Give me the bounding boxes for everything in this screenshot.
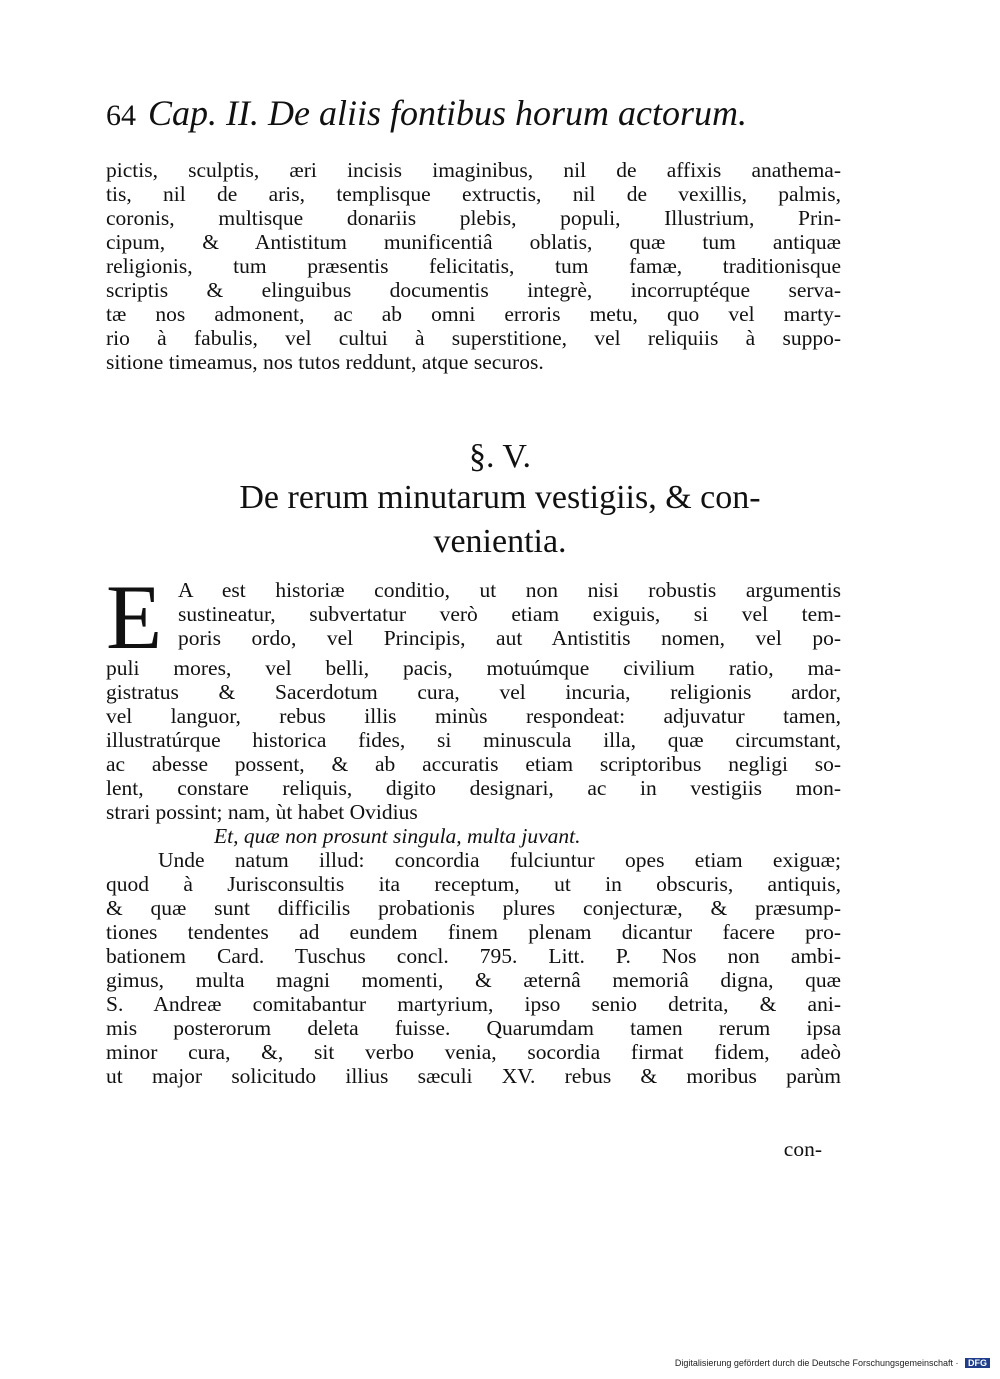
running-title: Cap. II. De aliis fontibus horum actorum. <box>148 93 747 133</box>
section-number: §. V. <box>468 438 532 475</box>
body-paragraph-1 <box>106 656 841 1088</box>
text-line: gistratus & Sacerdotum cura, vel incuria, religionis ardor, <box>106 680 841 704</box>
text-line: sitione timeamus, nos tutos reddunt, atque securos. <box>106 350 544 374</box>
text-line: minor cura, &, sit verbo venia, socordia firmat fidem, adeò <box>106 1040 841 1064</box>
drop-cap: E <box>106 566 163 668</box>
top-paragraph <box>106 158 841 374</box>
text-line: Unde natum illud: concordia fulciuntur opes etiam exiguæ; <box>158 848 841 872</box>
text-line: pictis, sculptis, æri incisis imaginibus, nil de affixis anathema- <box>106 158 841 182</box>
text-line: A est historiæ conditio, ut non nisi robustis argumentis <box>178 578 841 602</box>
text-line: illustratúrque historica fides, si minuscula illa, quæ circumstant, <box>106 728 841 752</box>
text-line: religionis, tum præsentis felicitatis, tum famæ, traditionisque <box>106 254 841 278</box>
text-line: ac abesse possent, & ab accuratis etiam scriptoribus negligi so- <box>106 752 841 776</box>
running-header <box>106 92 806 142</box>
dropcap-lines <box>178 578 841 650</box>
digitization-credit: Digitalisierung gefördert durch die Deutsche Forschungsgemeinschaft · DFG <box>620 1358 990 1374</box>
text-line: sustineatur, subvertatur verò etiam exiguis, si vel tem- <box>178 602 841 626</box>
text-line: lent, constare reliquis, digito designari, ac in vestigiis mon- <box>106 776 841 800</box>
verse-quote: Et, quæ non prosunt singula, multa juvant. <box>214 824 581 848</box>
text-line: rio à fabulis, vel cultui à superstitione, vel reliquiis à suppo- <box>106 326 841 350</box>
credit-text: Digitalisierung gefördert durch die Deutsche Forschungsgemeinschaft <box>674 1358 953 1368</box>
catchword: con- <box>783 1137 822 1161</box>
text-line: tis, nil de aris, templisque extructis, nil de vexillis, palmis, <box>106 182 841 206</box>
text-line: tiones tendentes ad eundem finem plenam dicantur facere pro- <box>106 920 841 944</box>
section-title <box>140 476 860 564</box>
section-title-line: De rerum minutarum vestigiis, & con- <box>239 479 761 516</box>
page-number: 64 <box>106 99 136 132</box>
text-line: S. Andreæ comitabantur martyrium, ipso senio detrita, & ani- <box>106 992 841 1016</box>
text-line: poris ordo, vel Principis, aut Antistitis nomen, vel po- <box>178 626 841 650</box>
text-line: coronis, multisque donariis plebis, populi, Illustrium, Prin- <box>106 206 841 230</box>
dfg-logo: DFG <box>965 1358 990 1368</box>
text-line: quod à Jurisconsultis ita receptum, ut in obscuris, antiquis, <box>106 872 841 896</box>
text-line: mis posterorum deleta fuisse. Quarumdam tamen rerum ipsa <box>106 1016 841 1040</box>
text-line: & quæ sunt difficilis probationis plures conjecturæ, & præsump- <box>106 896 841 920</box>
text-line: tæ nos admonent, ac ab omni erroris metu, quo vel marty- <box>106 302 841 326</box>
text-line: puli mores, vel belli, pacis, motuúmque civilium ratio, ma- <box>106 656 841 680</box>
text-line: gimus, multa magni momenti, & æternâ memoriâ digna, quæ <box>106 968 841 992</box>
text-line: ut major solicitudo illius sæculi XV. rebus & moribus parùm <box>106 1064 841 1088</box>
text-line: strari possint; nam, ùt habet Ovidius <box>106 800 418 824</box>
text-line: cipum, & Antistitum munificentiâ oblatis, quæ tum antiquæ <box>106 230 841 254</box>
section-title-line: venientia. <box>433 523 567 560</box>
text-line: bationem Card. Tuschus concl. 795. Litt. P. Nos non ambi- <box>106 944 841 968</box>
text-line: vel languor, rebus illis minùs respondeat: adjuvatur tamen, <box>106 704 841 728</box>
text-line: scriptis & elinguibus documentis integrè, incorruptéque serva- <box>106 278 841 302</box>
